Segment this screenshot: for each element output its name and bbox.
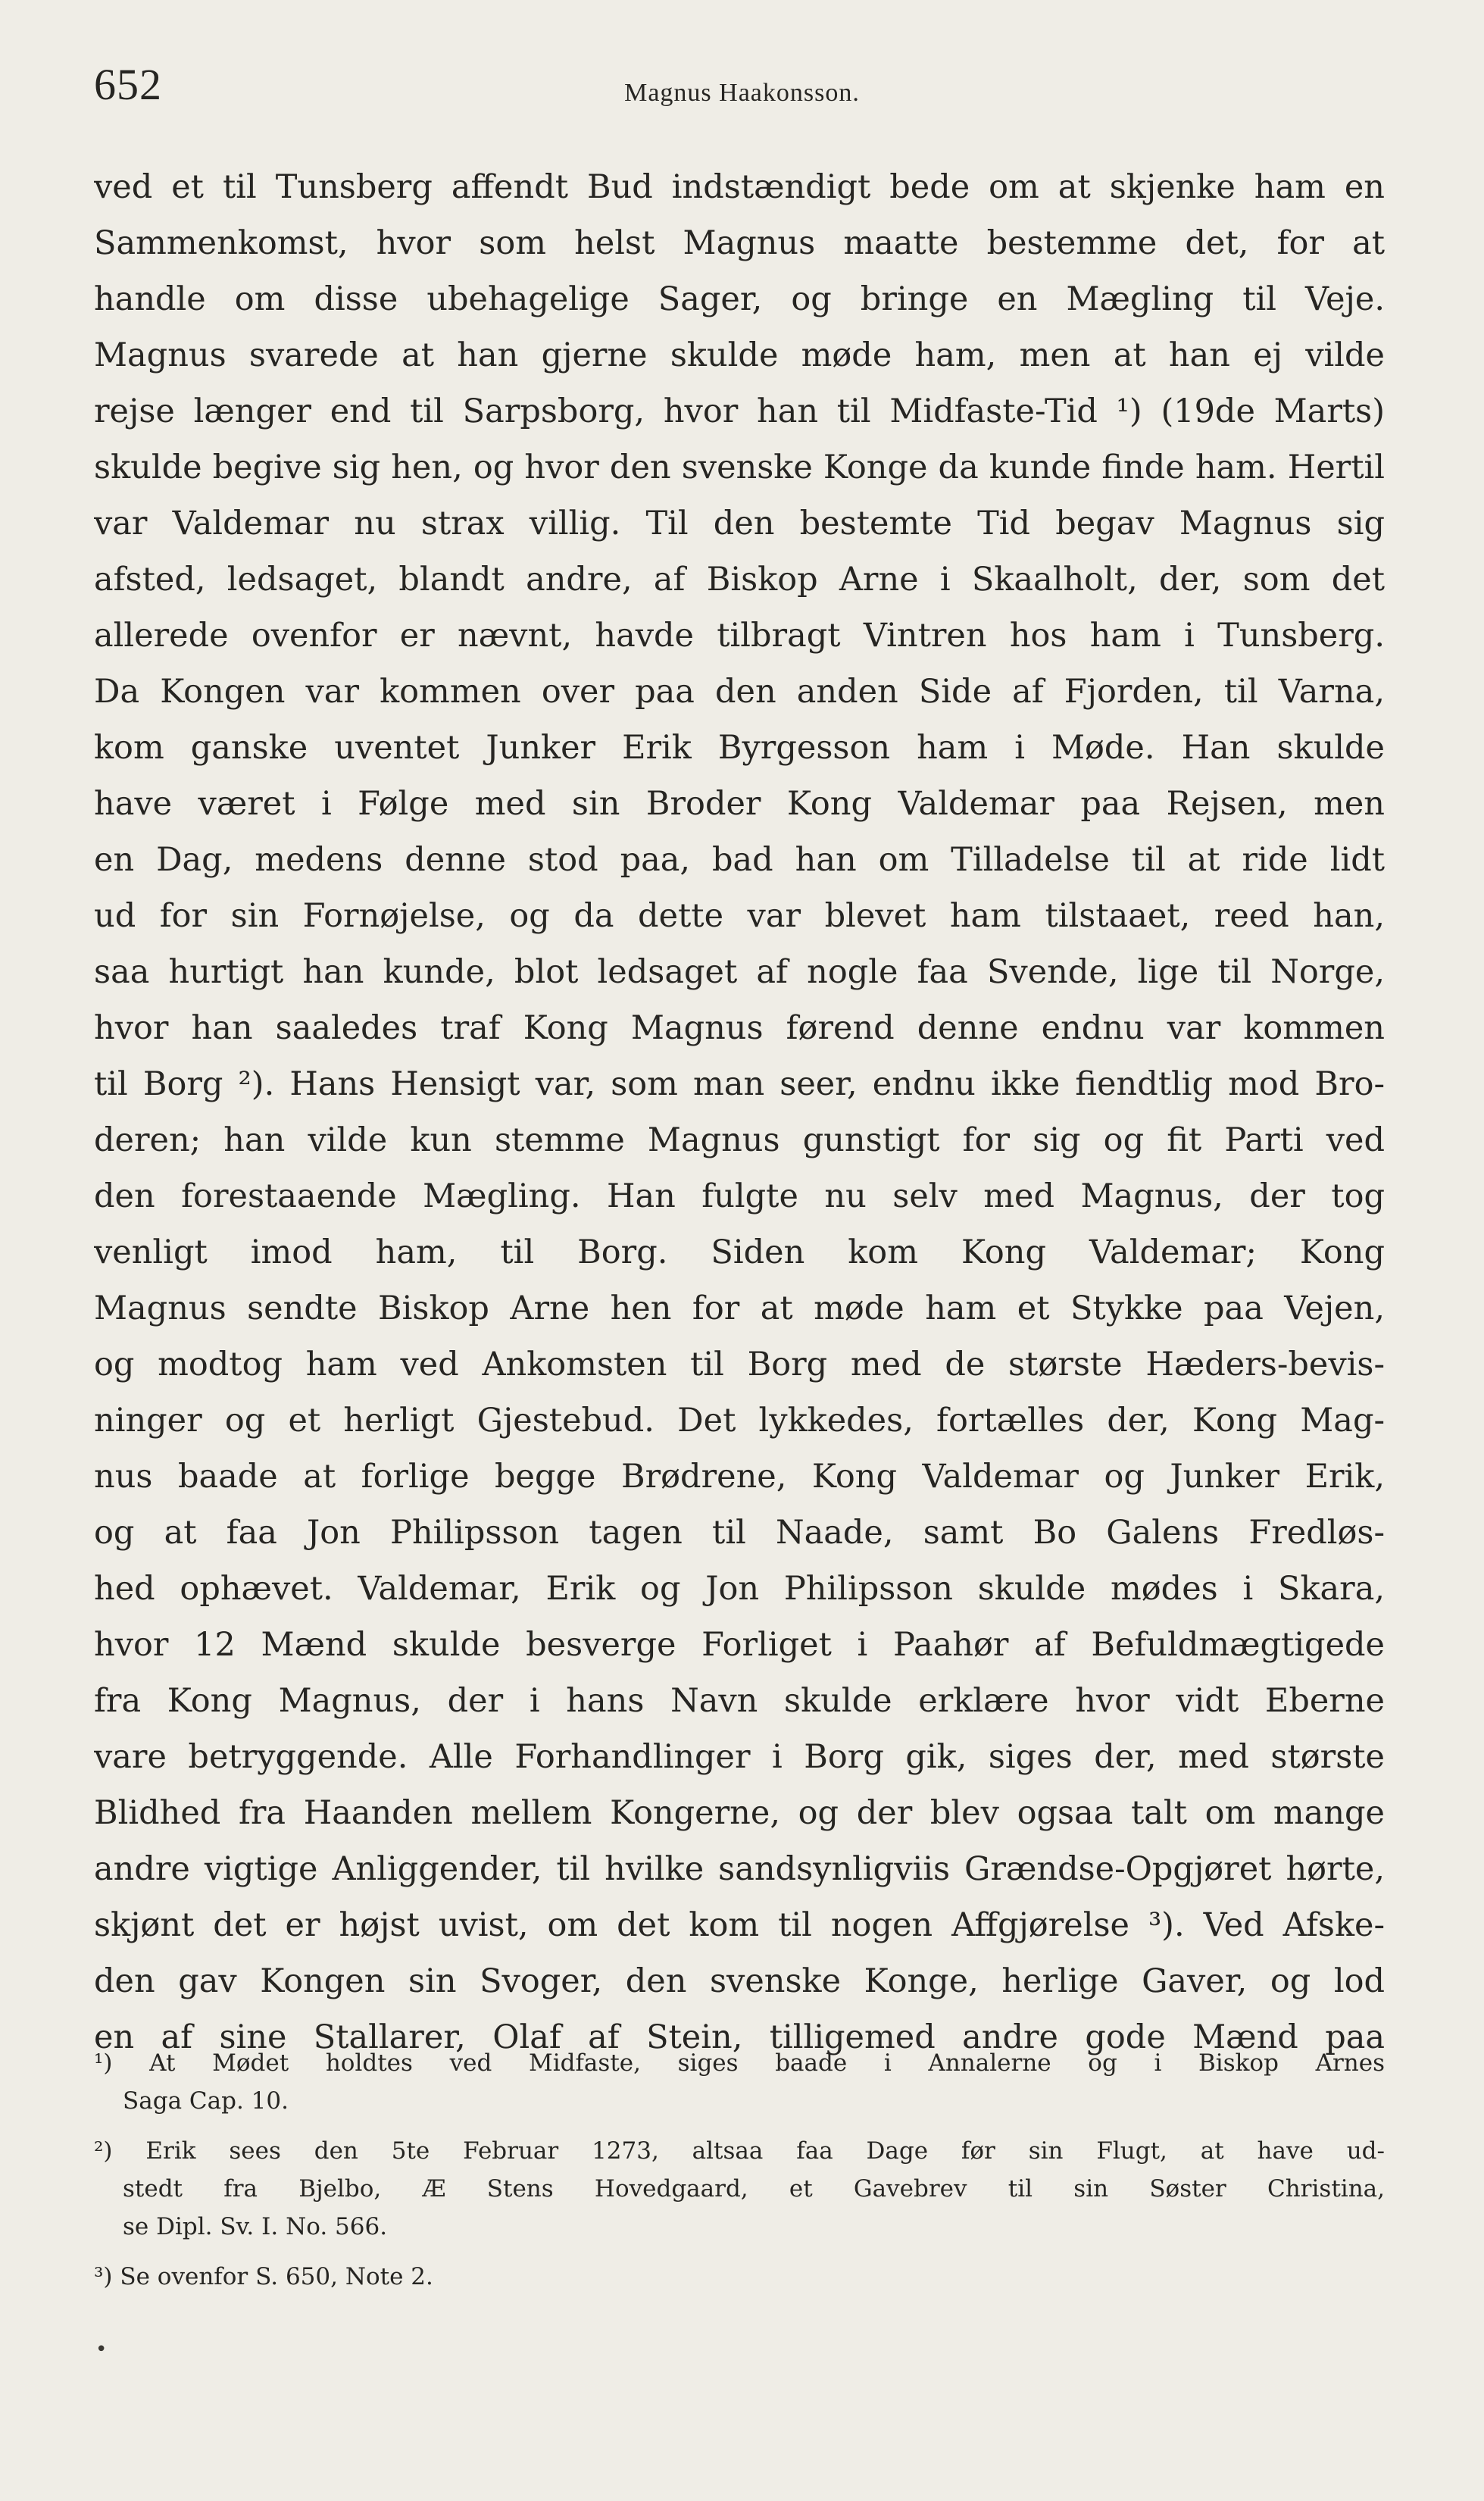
text-line: Magnus svarede at han gjerne skulde møde ham, men at han ej vilde (94, 336, 1385, 374)
text-line: saa hurtigt han kunde, blot ledsaget af nogle faa Svende, lige til Norge, (94, 953, 1385, 991)
text-line: hvor 12 Mænd skulde besverge Forliget i Paahør af Befuldmægtigede (94, 1626, 1385, 1664)
footnote-line: ³) Se ovenfor S. 650, Note 2. (94, 2263, 433, 2290)
text-line: den forestaaende Mægling. Han fulgte nu selv med Magnus, der tog (94, 1177, 1385, 1215)
text-line: deren; han vilde kun stemme Magnus gunstigt for sig og fit Parti ved (94, 1121, 1385, 1159)
text-line: venligt imod ham, til Borg. Siden kom Kong Valdemar; Kong (94, 1233, 1385, 1271)
footnote-line: stedt fra Bjelbo, Æ Stens Hovedgaard, et Gavebrev til sin Søster Christina, (123, 2175, 1385, 2202)
text-line: skjønt det er højst uvist, om det kom til nogen Affgjørelse ³). Ved Afske- (94, 1906, 1385, 1944)
footnote-line: se Dipl. Sv. I. No. 566. (123, 2213, 388, 2240)
text-line: ninger og et herligt Gjestebud. Det lykkedes, fortælles der, Kong Mag- (94, 1402, 1385, 1440)
text-line: og at faa Jon Philipsson tagen til Naade, samt Bo Galens Fredløs- (94, 1514, 1385, 1552)
text-line: en af sine Stallarer, Olaf af Stein, tilligemed andre gode Mænd paa (94, 2018, 1385, 2056)
text-line: rejse længer end til Sarpsborg, hvor han til Midfaste-Tid ¹) (19de Marts) (94, 392, 1385, 430)
text-line: Da Kongen var kommen over paa den anden Side af Fjorden, til Varna, (94, 673, 1385, 711)
text-line: afsted, ledsaget, blandt andre, af Biskop Arne i Skaalholt, der, som det (94, 561, 1385, 599)
text-line: kom ganske uventet Junker Erik Byrgesson ham i Møde. Han skulde (94, 729, 1385, 767)
text-line: Sammenkomst, hvor som helst Magnus maatte bestemme det, for at (94, 224, 1385, 262)
text-line: hed ophævet. Valdemar, Erik og Jon Philipsson skulde mødes i Skara, (94, 1570, 1385, 1608)
text-line: nus baade at forlige begge Brødrene, Kong Valdemar og Junker Erik, (94, 1458, 1385, 1496)
text-line: Magnus sendte Biskop Arne hen for at møde ham et Stykke paa Vejen, (94, 1290, 1385, 1327)
text-line: den gav Kongen sin Svoger, den svenske Konge, herlige Gaver, og lod (94, 1962, 1385, 2000)
text-line: Blidhed fra Haanden mellem Kongerne, og der blev ogsaa talt om mange (94, 1794, 1385, 1832)
text-line: ved et til Tunsberg affendt Bud indstændigt bede om at skjenke ham en (94, 168, 1385, 206)
bottom-mark: • (95, 2338, 108, 2361)
text-line: andre vigtige Anliggender, til hvilke sandsynligviis Grændse-Opgjøret hørte, (94, 1850, 1385, 1888)
body-text (94, 159, 1385, 2065)
footnote-line: ¹) At Mødet holdtes ved Midfaste, siges baade i Annalerne og i Biskop Arnes (94, 2049, 1385, 2077)
text-line: fra Kong Magnus, der i hans Navn skulde erklære hvor vidt Eberne (94, 1682, 1385, 1720)
text-line: ud for sin Fornøjelse, og da dette var blevet ham tilstaaet, reed han, (94, 897, 1385, 935)
text-line: vare betryggende. Alle Forhandlinger i Borg gik, siges der, med største (94, 1738, 1385, 1776)
footnote-line: ²) Erik sees den 5te Februar 1273, altsaa faa Dage før sin Flugt, at have ud- (94, 2137, 1385, 2165)
text-line: var Valdemar nu strax villig. Til den bestemte Tid begav Magnus sig (94, 505, 1385, 542)
footnote-gap (94, 2120, 1385, 2132)
text-line: have været i Følge med sin Broder Kong Valdemar paa Rejsen, men (94, 785, 1385, 823)
text-line: allerede ovenfor er nævnt, havde tilbragt Vintren hos ham i Tunsberg. (94, 617, 1385, 655)
text-line: skulde begive sig hen, og hvor den svenske Konge da kunde finde ham. Hertil (94, 449, 1385, 486)
text-line: handle om disse ubehagelige Sager, og bringe en Mægling til Veje. (94, 280, 1385, 318)
text-line: til Borg ²). Hans Hensigt var, som man seer, endnu ikke fiendtlig mod Bro- (94, 1065, 1385, 1103)
footnote-line: Saga Cap. 10. (123, 2087, 289, 2115)
page-number: 652 (94, 60, 162, 109)
footnote-gap (94, 2246, 1385, 2258)
text-line: en Dag, medens denne stod paa, bad han om Tilladelse til at ride lidt (94, 841, 1385, 879)
running-head: Magnus Haakonsson. (624, 79, 860, 107)
text-line: og modtog ham ved Ankomsten til Borg med de største Hæders-bevis- (94, 1346, 1385, 1383)
text-line: hvor han saaledes traf Kong Magnus førend denne endnu var kommen (94, 1009, 1385, 1047)
footnotes (94, 2044, 1385, 2296)
